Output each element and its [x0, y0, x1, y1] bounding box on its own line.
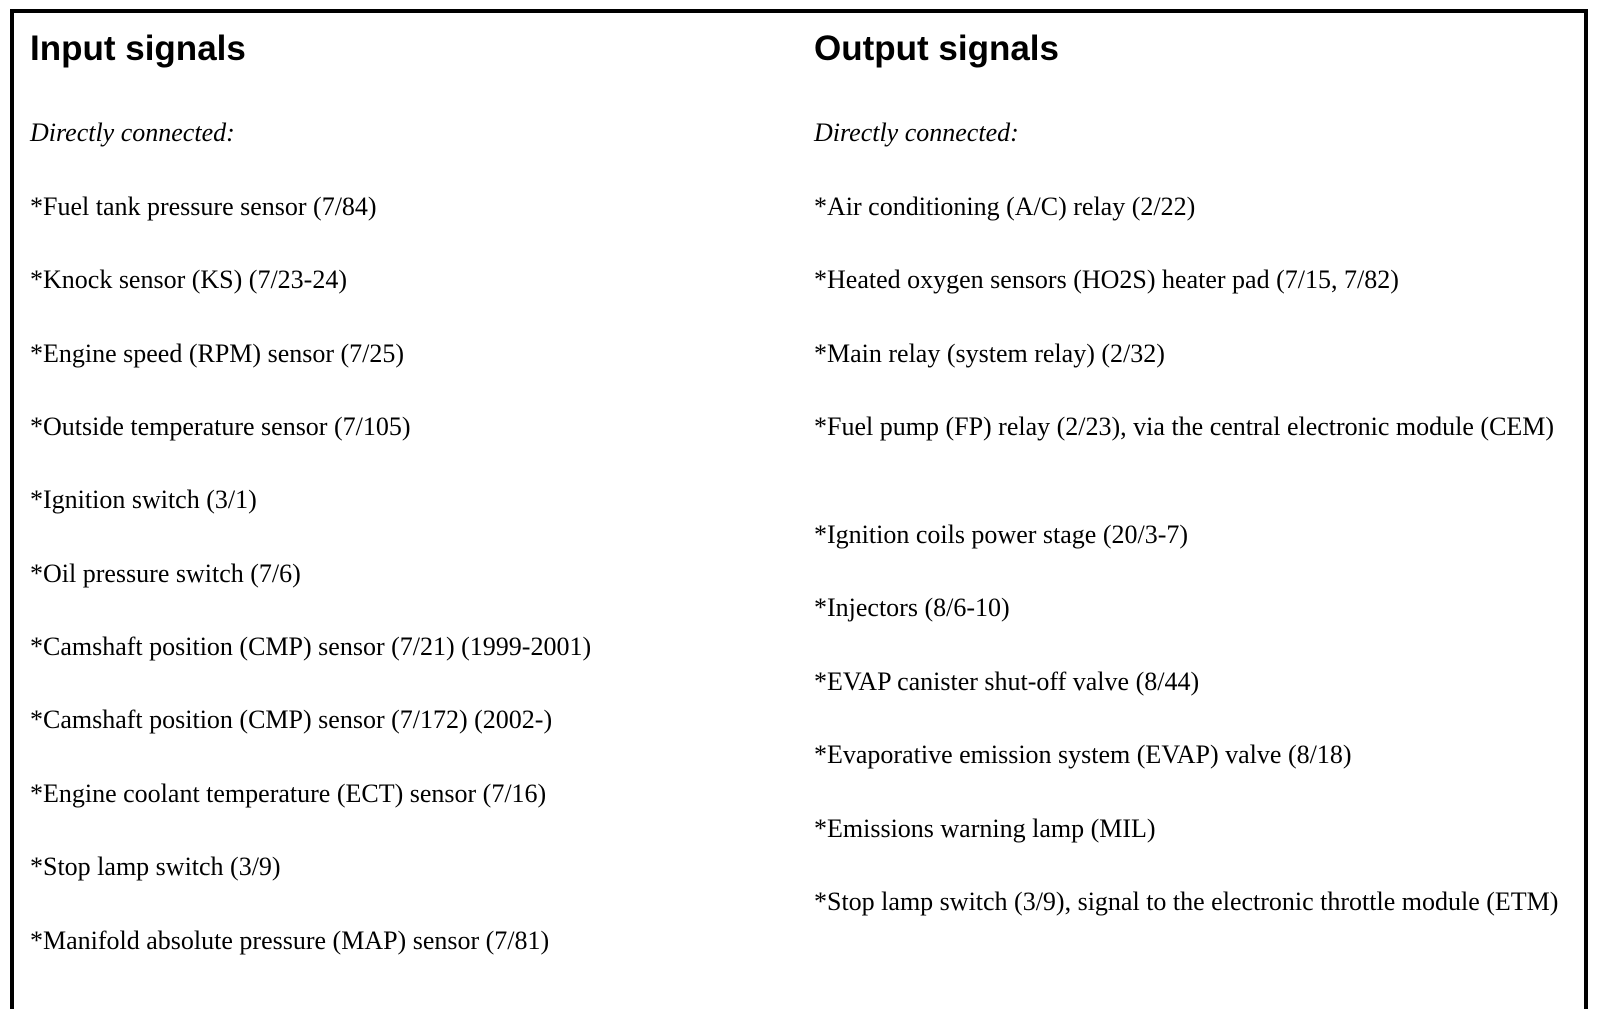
- output-signal-item: *Evaporative emission system (EVAP) valve (8/18): [814, 740, 1352, 769]
- input-signal-item: *Oil pressure switch (7/6): [30, 559, 301, 588]
- output-signal-item: *Heated oxygen sensors (HO2S) heater pad (7/15, 7/82): [814, 265, 1399, 294]
- signals-table: [10, 9, 1588, 1009]
- input-signal-item: *Ignition switch (3/1): [30, 485, 257, 514]
- output-signals-heading: Output signals: [814, 29, 1059, 68]
- input-signal-item: *Engine speed (RPM) sensor (7/25): [30, 339, 405, 368]
- input-signal-item: *Engine coolant temperature (ECT) sensor (7/16): [30, 779, 547, 808]
- input-signal-item: *Manifold absolute pressure (MAP) sensor (7/81): [30, 926, 550, 955]
- output-signal-item: *Main relay (system relay) (2/32): [814, 339, 1165, 368]
- input-signal-item: *Camshaft position (CMP) sensor (7/172) (2002-): [30, 705, 553, 734]
- input-signal-item: *Fuel tank pressure sensor (7/84): [30, 192, 377, 221]
- input-directly-connected-label: Directly connected:: [30, 118, 235, 147]
- output-signal-item: *Air conditioning (A/C) relay (2/22): [814, 192, 1196, 221]
- output-signal-item: *Emissions warning lamp (MIL): [814, 814, 1156, 843]
- input-signals-heading: Input signals: [30, 29, 246, 68]
- output-signal-item: *Injectors (8/6-10): [814, 593, 1010, 622]
- output-signal-item: *Ignition coils power stage (20/3-7): [814, 520, 1189, 549]
- input-signal-item: *Camshaft position (CMP) sensor (7/21) (1999-2001): [30, 632, 592, 661]
- output-directly-connected-label: Directly connected:: [814, 118, 1019, 147]
- input-signal-item: *Outside temperature sensor (7/105): [30, 412, 411, 441]
- output-signal-item: *Stop lamp switch (3/9), signal to the electronic throttle module (ETM): [814, 887, 1559, 916]
- output-signal-item: *Fuel pump (FP) relay (2/23), via the central electronic module (CEM): [814, 412, 1555, 441]
- input-signal-item: *Knock sensor (KS) (7/23-24): [30, 265, 348, 294]
- output-signal-item: *EVAP canister shut-off valve (8/44): [814, 667, 1200, 696]
- input-signal-item: *Stop lamp switch (3/9): [30, 852, 281, 881]
